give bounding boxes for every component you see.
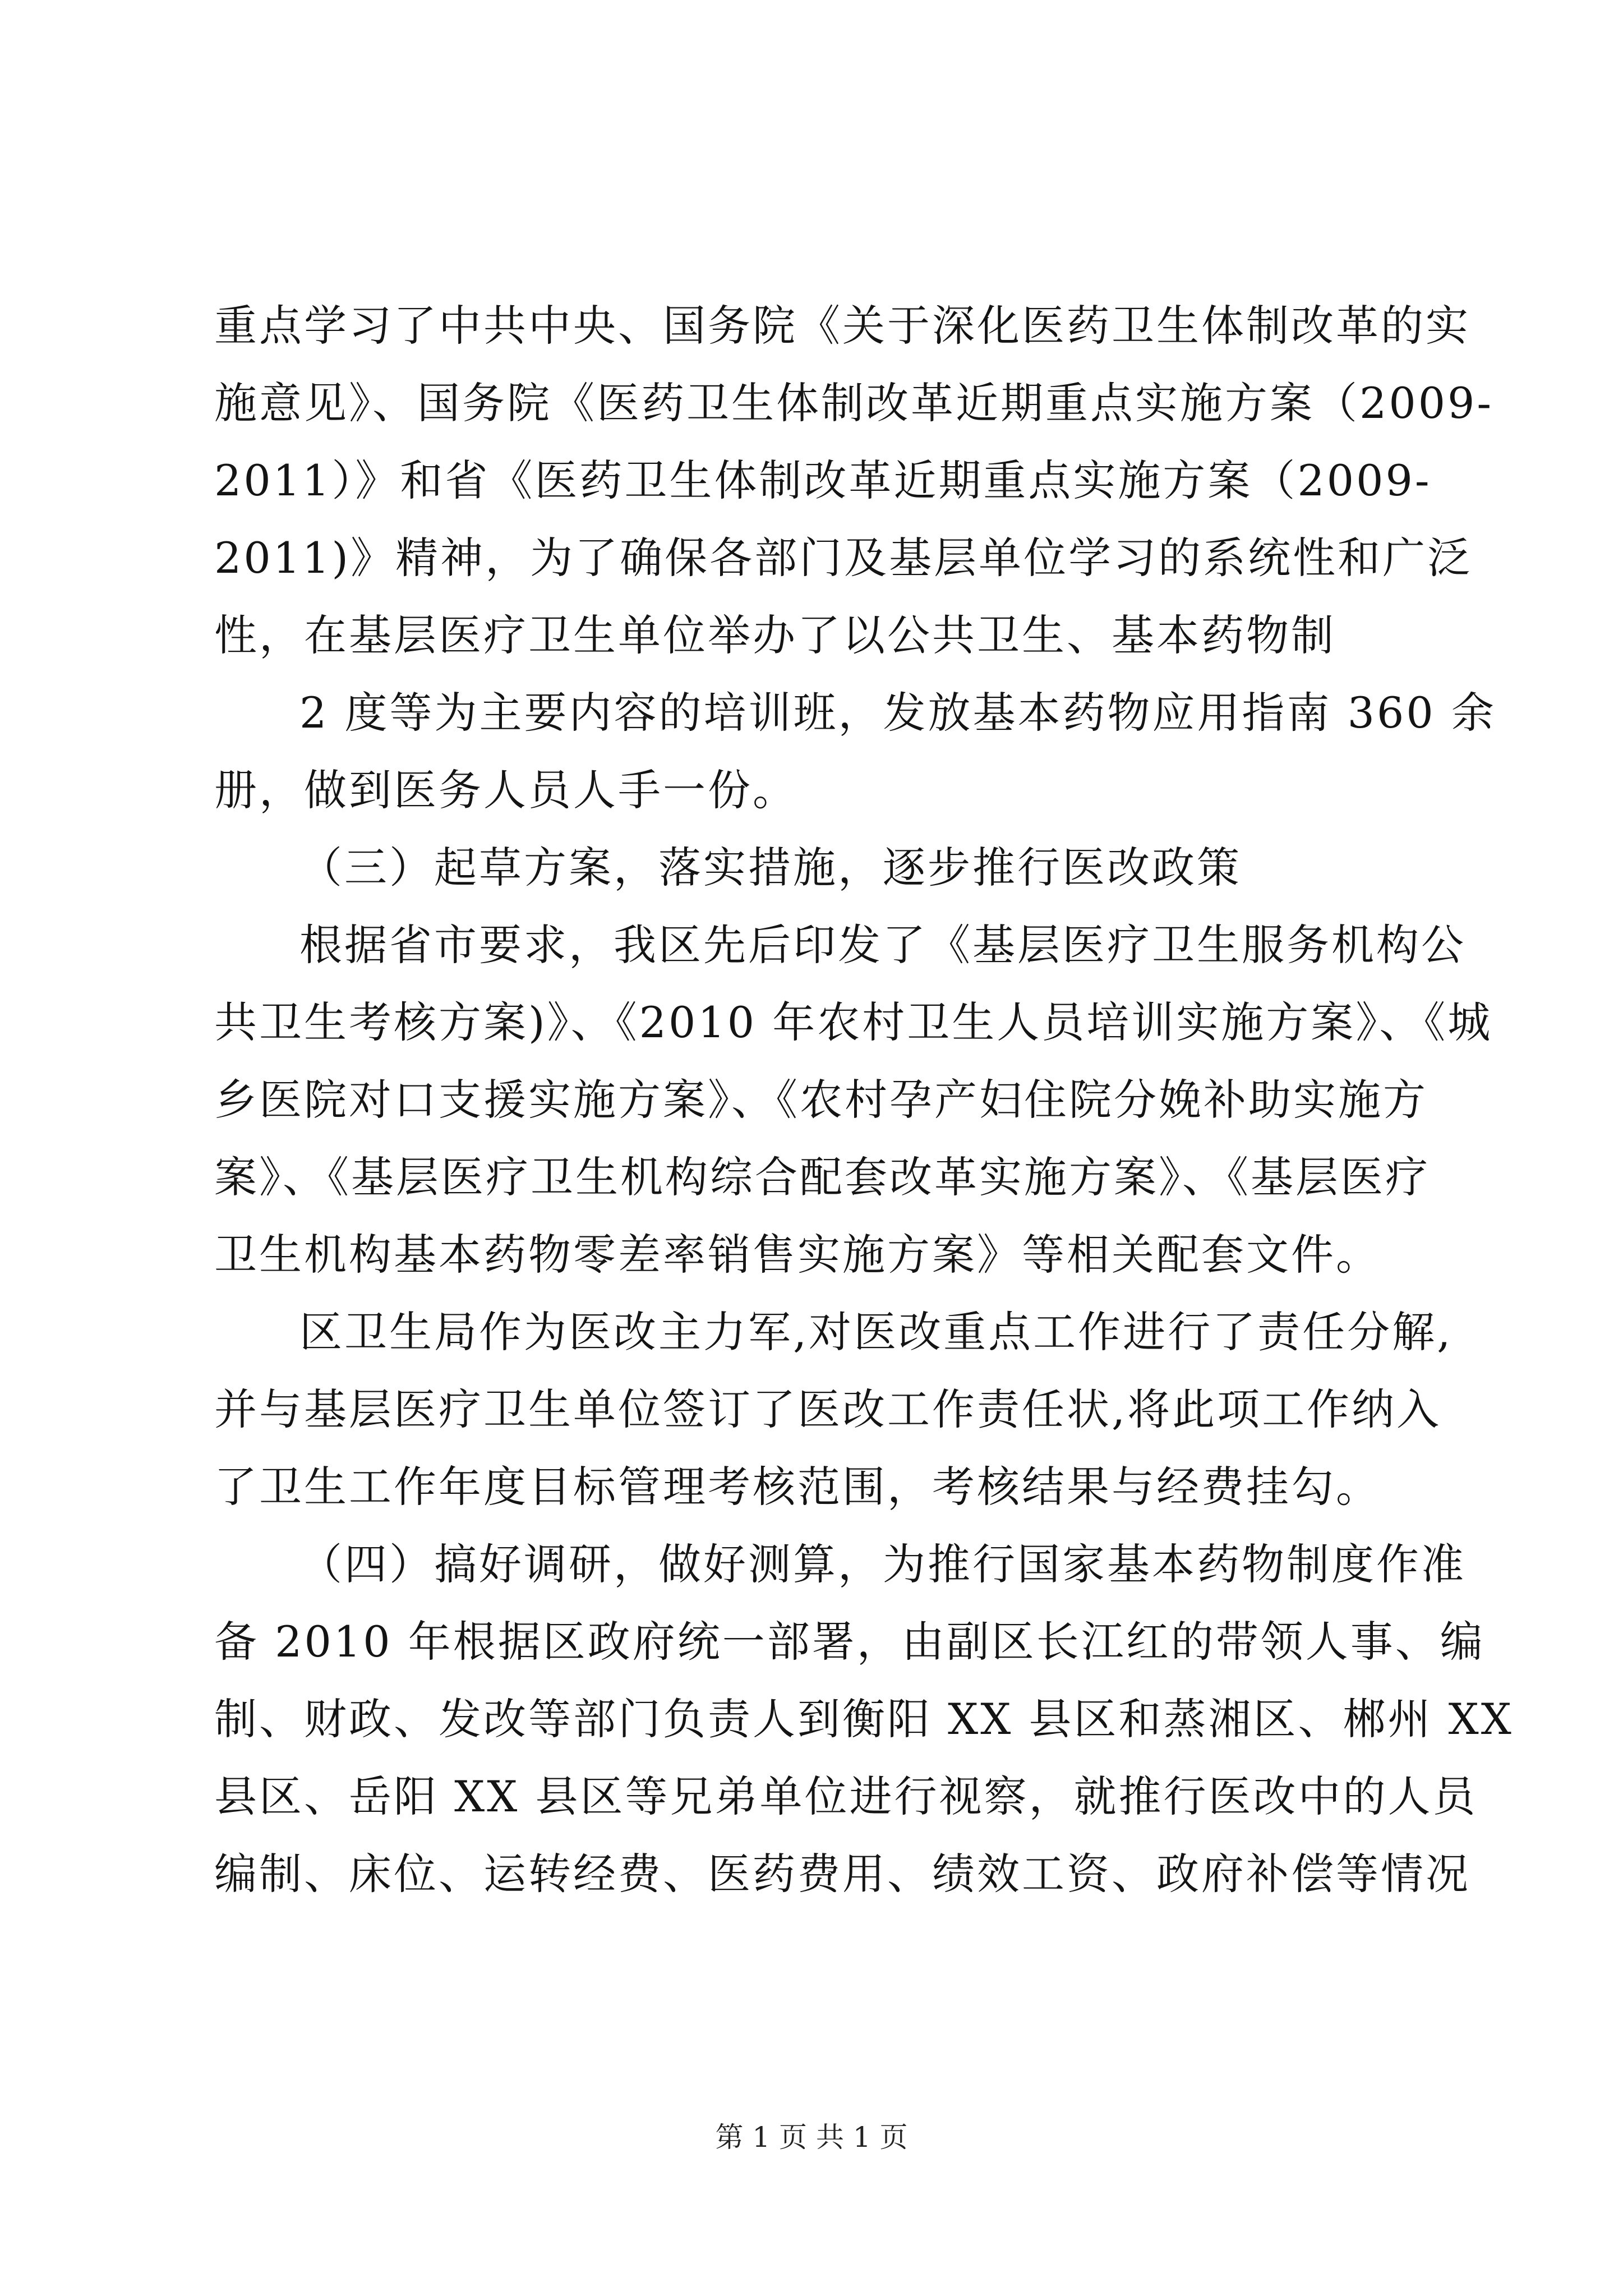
text-line: 卫生机构基本药物零差率销售实施方案》等相关配套文件。 — [214, 1230, 1381, 1280]
section-heading: （三）起草方案，落实措施，逐步推行医改政策 — [299, 843, 1242, 892]
text-line: 县区、岳阳 XX 县区等兄弟单位进行视察，就推行医改中的人员 — [214, 1772, 1478, 1821]
text-line: 根据省市要求，我区先后印发了《基层医疗卫生服务机构公 — [299, 920, 1466, 970]
text-line: 案》、《基层医疗卫生机构综合配套改革实施方案》、《基层医疗 — [214, 1152, 1430, 1202]
text-line: 2 度等为主要内容的培训班，发放基本药物应用指南 360 余 — [299, 688, 1496, 738]
text-line: 乡医院对口支援实施方案》、《农村孕产妇住院分娩补助实施方 — [214, 1075, 1428, 1125]
text-line: 区卫生局作为医改主力军,对医改重点工作进行了责任分解, — [299, 1307, 1453, 1357]
text-line: 册，做到医务人员人手一份。 — [214, 765, 797, 815]
text-line: 2011）》和省《医药卫生体制改革近期重点实施方案（2009- — [214, 455, 1432, 505]
text-line: 2011)》精神，为了确保各部门及基层单位学习的系统性和广泛 — [214, 533, 1473, 583]
text-line: 制、财政、发改等部门负责人到衡阳 XX 县区和蒸湘区、郴州 XX — [214, 1694, 1514, 1744]
text-line: 了卫生工作年度目标管理考核范围，考核结果与经费挂勾。 — [214, 1462, 1381, 1512]
text-line: 备 2010 年根据区政府统一部署，由副区长江红的带领人事、编 — [214, 1617, 1485, 1667]
text-line: 重点学习了中共中央、国务院《关于深化医药卫生体制改革的实 — [214, 301, 1470, 351]
text-line: 编制、床位、运转经费、医药费用、绩效工资、政府补偿等情况 — [214, 1849, 1470, 1899]
text-line: 共卫生考核方案)》、《2010 年农村卫生人员培训实施方案》、《城 — [214, 997, 1493, 1047]
text-line: 施意见》、国务院《医药卫生体制改革近期重点实施方案（2009- — [214, 378, 1494, 428]
text-line: 并与基层医疗卫生单位签订了医改工作责任状,将此项工作纳入 — [214, 1384, 1442, 1434]
page-footer: 第 1 页 共 1 页 — [715, 2121, 908, 2154]
text-line: 性，在基层医疗卫生单位举办了以公共卫生、基本药物制 — [214, 610, 1336, 660]
section-heading: （四）搞好调研，做好测算，为推行国家基本药物制度作准 — [299, 1539, 1466, 1589]
body-text — [214, 287, 1514, 1913]
